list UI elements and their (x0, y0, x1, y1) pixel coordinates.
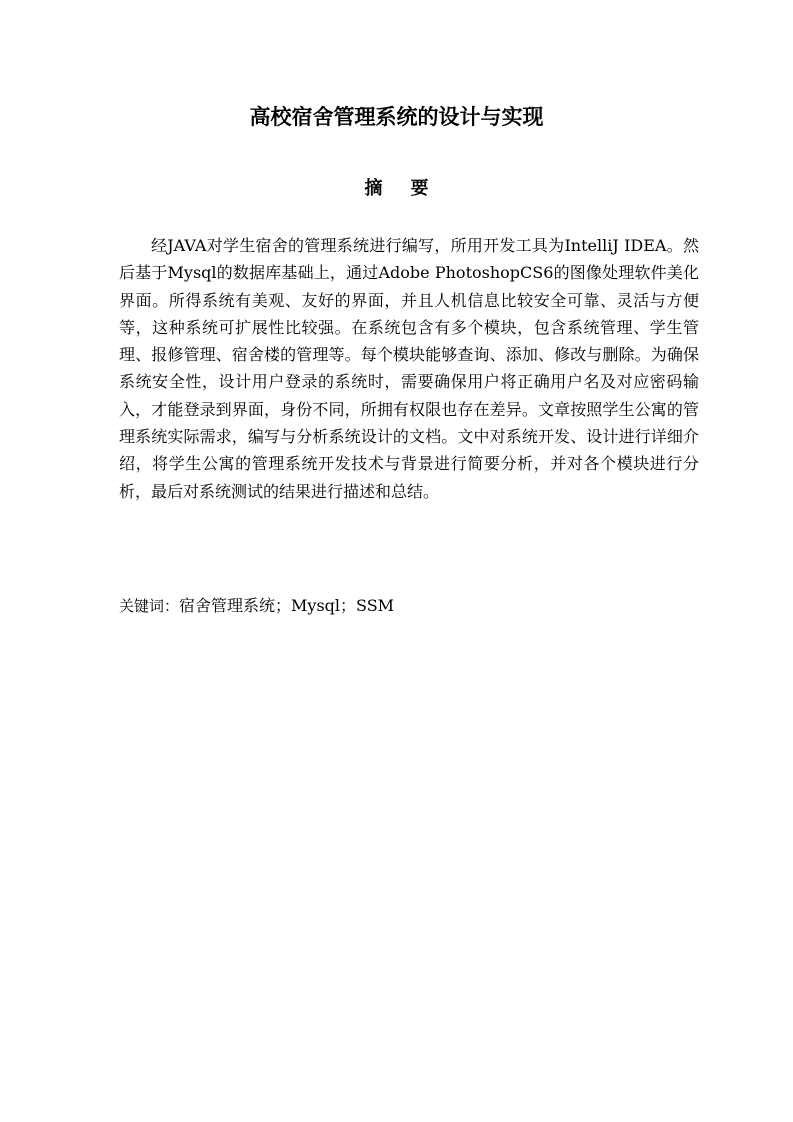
abstract-heading-second-char: 要 (410, 178, 429, 199)
abstract-paragraph: 经JAVA对学生宿舍的管理系统进行编写，所用开发工具为IntelliJ IDEA。然后基于Mysql的数据库基础上，通过Adobe PhotoshopCS6的图像处理软件美化界面。所得系统有美观、友好的界面，并且人机信息比较安全可靠、灵活与方便等，这种系统可扩展性比较强。在系统包含有多个模块，包含系统管理、学生管理、报修管理、宿舍楼的管理等。每个模块能够查询、添加、修改与删除。为确保系统安全性，设计用户登录的系统时，需要确保用户将正确用户名及对应密码输入，才能登录到界面，身份不同，所拥有权限也存在差异。文章按照学生公寓的管理系统实际需求，编写与分析系统设计的文档。文中对系统开发、设计进行详细介绍，将学生公寓的管理系统开发技术与背景进行简要分析，并对各个模块进行分析，最后对系统测试的结果进行描述和总结。 (119, 236, 699, 501)
abstract-heading-first-char: 摘 (364, 178, 383, 199)
keywords-value: 宿舍管理系统；Mysql；SSM (179, 596, 395, 615)
keywords-label: 关键词： (119, 597, 180, 615)
document-title: 高校宿舍管理系统的设计与实现 (249, 105, 544, 129)
keywords-line (119, 592, 699, 620)
abstract-heading (0, 176, 793, 202)
